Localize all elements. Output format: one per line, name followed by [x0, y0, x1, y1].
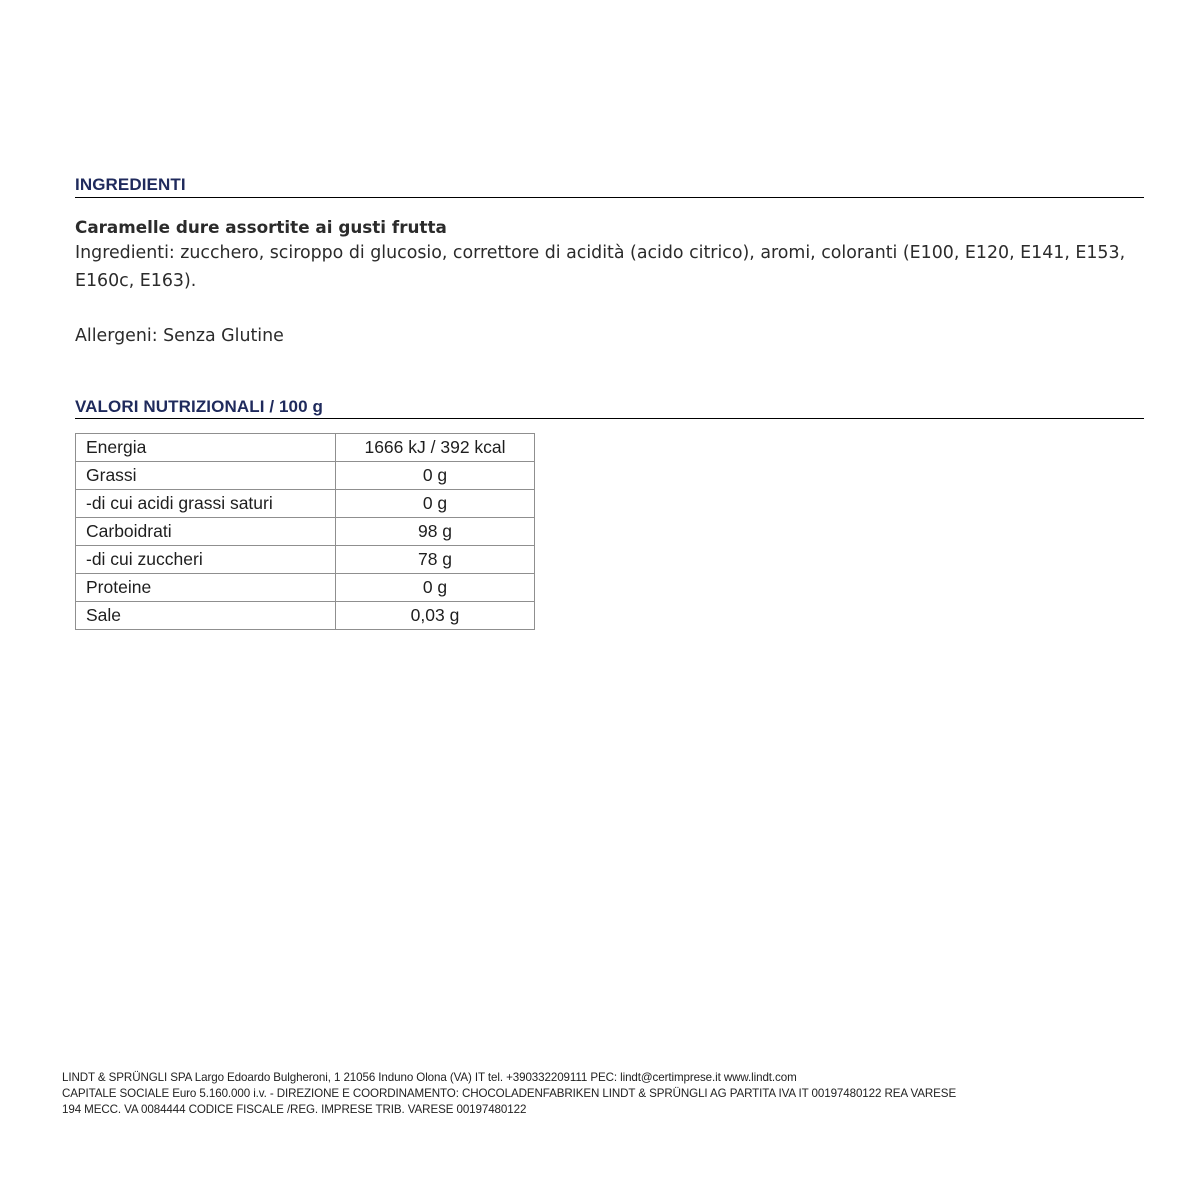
table-row: [76, 462, 535, 490]
ingredients-heading: INGREDIENTI: [75, 175, 186, 194]
footer-registration-line: 194 MECC. VA 0084444 CODICE FISCALE /REG. IMPRESE TRIB. VARESE 00197480122: [62, 1103, 527, 1116]
nutrient-value: 98 g: [336, 518, 535, 546]
nutrient-value: 78 g: [336, 546, 535, 574]
nutrition-divider: [75, 418, 1144, 419]
nutrient-label: Proteine: [76, 574, 336, 602]
table-row: [76, 602, 535, 630]
nutrition-table: [75, 433, 535, 630]
product-name: Caramelle dure assortite ai gusti frutta: [75, 217, 447, 237]
nutrient-label: Grassi: [76, 462, 336, 490]
table-row: [76, 490, 535, 518]
nutrient-value: 0 g: [336, 462, 535, 490]
nutrient-value: 0 g: [336, 574, 535, 602]
ingredients-divider: [75, 197, 1144, 198]
table-row: [76, 518, 535, 546]
nutrient-value: 1666 kJ / 392 kcal: [336, 434, 535, 462]
table-row: [76, 546, 535, 574]
nutrient-label: Carboidrati: [76, 518, 336, 546]
table-row: [76, 434, 535, 462]
table-row: [76, 574, 535, 602]
nutrient-label: Energia: [76, 434, 336, 462]
nutrient-value: 0,03 g: [336, 602, 535, 630]
footer-capital-line: CAPITALE SOCIALE Euro 5.160.000 i.v. - DIREZIONE E COORDINAMENTO: CHOCOLADENFABRIKEN LINDT & SPRÜNGLI AG PARTITA IVA IT 00197480122 REA VARESE: [62, 1087, 957, 1100]
nutrient-label: Sale: [76, 602, 336, 630]
nutrition-heading: VALORI NUTRIZIONALI / 100 g: [75, 397, 323, 416]
nutrient-label: -di cui zuccheri: [76, 546, 336, 574]
ingredients-list: Ingredienti: zucchero, sciroppo di glucosio, correttore di acidità (acido citrico), aromi, coloranti (E100, E120, E141, E153, E160c, E163).: [75, 243, 1126, 291]
footer-company-line: LINDT & SPRÜNGLI SPA Largo Edoardo Bulgheroni, 1 21056 Induno Olona (VA) IT tel. +390332209111 PEC: lindt@certimprese.it www.lindt.com: [62, 1071, 797, 1084]
nutrient-value: 0 g: [336, 490, 535, 518]
allergens-info: Allergeni: Senza Glutine: [75, 326, 284, 346]
nutrient-label: -di cui acidi grassi saturi: [76, 490, 336, 518]
